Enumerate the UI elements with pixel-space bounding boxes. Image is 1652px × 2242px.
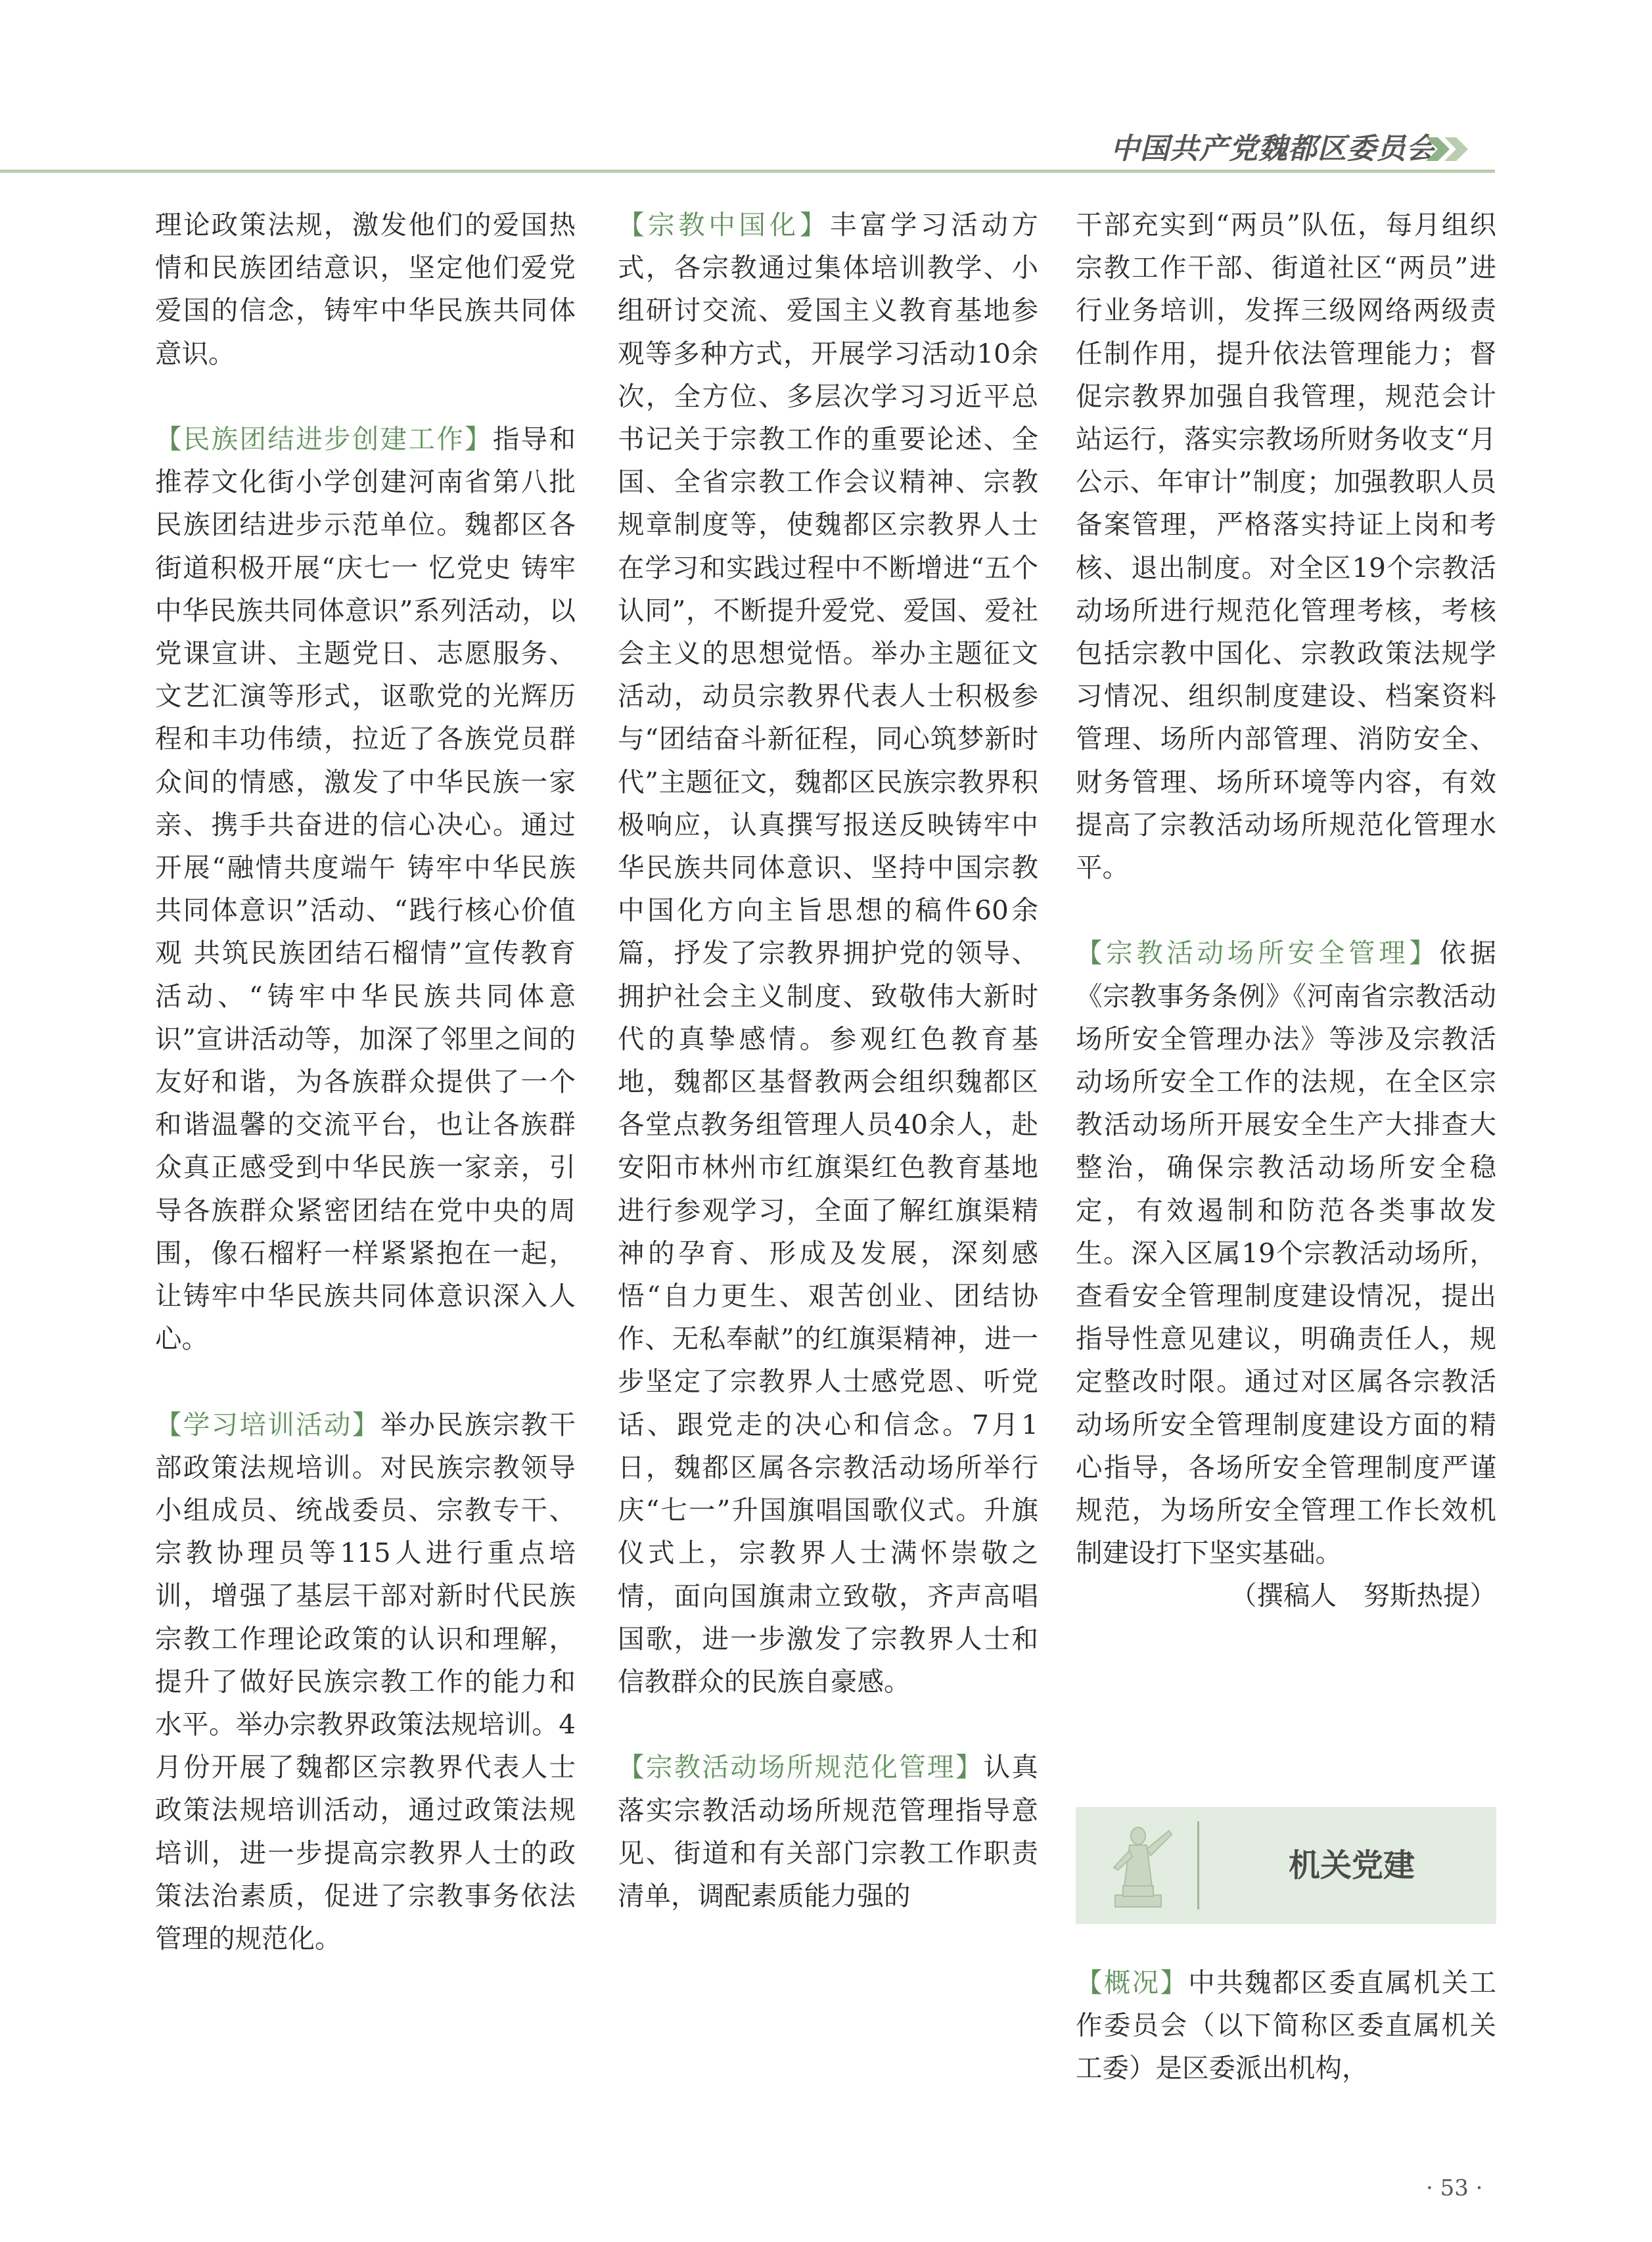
- paragraph-text: 指导和推荐文化街小学创建河南省第八批民族团结进步示范单位。魏都区各街道积极开展“庆七一 忆党史 铸牢中华民族共同体意识”系列活动，以党课宣讲、主题党日、志愿服务、文艺汇演等形式，讴歌党的光辉历程和丰功伟绩，拉近了各族党员群众间的情感，激发了中华民族一家亲、携手共奋进的信心决心。通过开展“融情共度端午 铸牢中华民族共同体意识”活动、“践行核心价值观 共筑民族团结石榴情”宣传教育活动、“铸牢中华民族共同体意识”宣讲活动等，加深了邻里之间的友好和谐，为各族群众提供了一个和谐温馨的交流平台，也让各族群众真正感受到中华民族一家亲，引导各族群众紧密团结在党中央的周围，像石榴籽一样紧紧抱在一起，让铸牢中华民族共同体意识深入人心。: [155, 423, 576, 1355]
- column-3: [1076, 204, 1496, 1660]
- section-banner: [1076, 1807, 1496, 1924]
- section-heading: 【民族团结进步创建工作】: [155, 423, 493, 455]
- paragraph-text: 理论政策法规，激发他们的爱国热情和民族团结意识，坚定他们爱党爱国的信念，铸牢中华民族共同体意识。: [155, 209, 576, 369]
- column-3-continued: [1076, 1961, 1496, 2090]
- banner-divider: [1197, 1821, 1199, 1910]
- header-title: 中国共产党魏都区委员会: [1111, 132, 1436, 166]
- statue-icon: [1089, 1816, 1187, 1915]
- paragraph: [1076, 204, 1496, 889]
- section-heading: 【概况】: [1076, 1967, 1189, 1998]
- section-title: 机关党建: [1288, 1847, 1415, 1884]
- paragraph-text: 举办民族宗教干部政策法规培训。对民族宗教领导小组成员、统战委员、宗教专干、宗教协理员等115人进行重点培训，增强了基层干部对新时代民族宗教工作理论政策的认识和理解，提升了做好民族宗教工作的能力和水平。举办宗教界政策法规培训。4月份开展了魏都区宗教界代表人士政策法规培训活动，通过政策法规培训，进一步提高宗教界人士的政策法治素质，促进了宗教事务依法管理的规范化。: [155, 1408, 576, 1955]
- paragraph: [155, 204, 576, 375]
- paragraph: [155, 418, 576, 1360]
- paragraph: [155, 1404, 576, 1961]
- paragraph: [618, 204, 1038, 1703]
- section-heading: 【宗教活动场所安全管理】: [1076, 937, 1440, 969]
- paragraph-text: 干部充实到“两员”队伍，每月组织宗教工作干部、街道社区“两员”进行业务培训，发挥三级网络两级责任制作用，提升依法管理能力；督促宗教界加强自我管理，规范会计站运行，落实宗教场所财务收支“月公示、年审计”制度；加强教职人员备案管理，严格落实持证上岗和考核、退出制度。对全区19个宗教活动场所进行规范化管理考核，考核包括宗教中国化、宗教政策法规学习情况、组织制度建设、档案资料管理、场所内部管理、消防安全、财务管理、场所环境等内容，有效提高了宗教活动场所规范化管理水平。: [1076, 209, 1496, 884]
- paragraph-text: 中共魏都区委直属机关工作委员会（以下简称区委直属机关工委）是区委派出机构，: [1076, 1967, 1497, 2084]
- paragraph: [1076, 1961, 1496, 2090]
- section-heading: 【宗教活动场所规范化管理】: [618, 1751, 984, 1783]
- section-heading: 【学习培训活动】: [155, 1408, 380, 1440]
- column-1: [155, 204, 576, 2003]
- paragraph-text: 依据《宗教事务条例》《河南省宗教活动场所安全管理办法》等涉及宗教活动场所安全工作的法规，在全区宗教活动场所开展安全生产大排查大整治，确保宗教活动场所安全稳定，有效遏制和防范各类事故发生。深入区属19个宗教活动场所，查看安全管理制度建设情况，提出指导性意见建议，明确责任人，规定整改时限。通过对区属各宗教活动场所安全管理制度建设方面的精心指导，各场所安全管理制度严谨规范，为场所安全管理工作长效机制建设打下坚实基础。: [1076, 937, 1497, 1569]
- header-rule: [0, 170, 1495, 173]
- paragraph-text: 认真落实宗教活动场所规范管理指导意见、街道和有关部门宗教工作职责清单，调配素质能力强的: [618, 1751, 1039, 1911]
- double-chevron-right-icon: [1426, 135, 1472, 164]
- page-number: · 53 ·: [1426, 2175, 1483, 2201]
- paragraph: [618, 1746, 1038, 1917]
- paragraph-text: 丰富学习活动方式，各宗教通过集体培训教学、小组研讨交流、爱国主义教育基地参观等多种方式，开展学习活动10余次，全方位、多层次学习习近平总书记关于宗教工作的重要论述、全国、全省宗教工作会议精神、宗教规章制度等，使魏都区宗教界人士在学习和实践过程中不断增进“五个认同”，不断提升爱党、爱国、爱社会主义的思想觉悟。举办主题征文活动，动员宗教界代表人士积极参与“团结奋斗新征程，同心筑梦新时代”主题征文，魏都区民族宗教界积极响应，认真撰写报送反映铸牢中华民族共同体意识、坚持中国宗教中国化方向主旨思想的稿件60余篇，抒发了宗教界拥护党的领导、拥护社会主义制度、致敬伟大新时代的真挚感情。参观红色教育基地，魏都区基督教两会组织魏都区各堂点教务组管理人员40余人，赴安阳市林州市红旗渠红色教育基地进行参观学习，全面了解红旗渠精神的孕育、形成及发展，深刻感悟“自力更生、艰苦创业、团结协作、无私奉献”的红旗渠精神，进一步坚定了宗教界人士感党恩、听党话、跟党走的决心和信念。7月1日，魏都区属各宗教活动场所举行庆“七一”升国旗唱国歌仪式。升旗仪式上，宗教界人士满怀崇敬之情，面向国旗肃立致敬，齐声高唱国歌，进一步激发了宗教界人士和信教群众的民族自豪感。: [618, 209, 1039, 1697]
- section-heading: 【宗教中国化】: [618, 209, 830, 240]
- paragraph: [1076, 932, 1496, 1574]
- column-2: [618, 204, 1038, 1960]
- author-credit: （撰稿人 努斯热提）: [1230, 1580, 1496, 1612]
